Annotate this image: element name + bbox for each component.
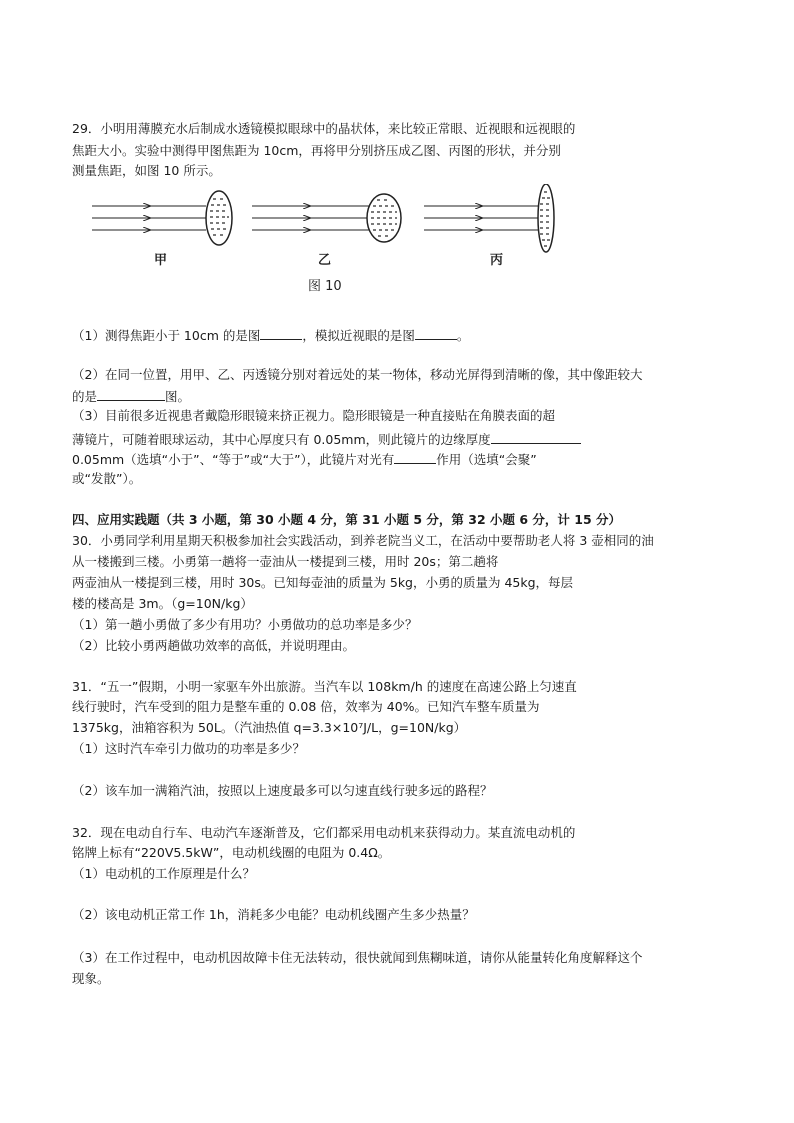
q29-part-1-text-c: 。 — [456, 328, 470, 343]
q29-answer-blank-1[interactable] — [260, 326, 302, 340]
q29-answer-blank-3[interactable] — [97, 387, 165, 401]
label-bing: 丙 — [490, 253, 504, 268]
q29-part-1 — [72, 326, 469, 344]
label-jia: 甲 — [154, 253, 168, 268]
q29-line-1: 29．小明用薄膜充水后制成水透镜模拟眼球中的晶状体，来比较正常眼、近视眼和远视眼的 — [72, 121, 576, 136]
q30-line-2: 从一楼搬到三楼。小勇第一趟将一壶油从一楼提到三楼，用时 20s；第二趟将 — [72, 554, 499, 569]
q30-part-2: （2）比较小勇两趟做功效率的高低，并说明理由。 — [72, 638, 355, 653]
q29-answer-blank-5[interactable] — [394, 450, 436, 464]
q29-part-3-text-b: 0.05mm（选填“小于”、“等于”或“大于”），此镜片对光有 — [72, 452, 395, 467]
q32-line-2: 铭牌上标有“220V5.5kW”，电动机线圈的电阻为 0.4Ω。 — [72, 845, 391, 860]
q30-line-1: 30．小勇同学利用星期天积极参加社会实践活动，到养老院当义工，在活动中要帮助老人将 3 壶相同的油 — [72, 533, 654, 548]
lens-jia-diagram — [92, 191, 232, 268]
q29-part-2-text-a: 的是 — [72, 389, 98, 404]
q29-part-3-line-1: （3）目前很多近视患者戴隐形眼镜来挤正视力。隐形眼镜是一种直接贴在角膜表面的超 — [72, 408, 555, 423]
q29-answer-blank-2[interactable] — [415, 326, 457, 340]
q29-part-3-text-c: 作用（选填“会聚” — [436, 452, 537, 467]
q32-line-1: 32．现在电动自行车、电动汽车逐渐普及，它们都采用电动机来获得动力。某直流电动机的 — [72, 825, 576, 840]
q29-answer-blank-4[interactable] — [491, 430, 581, 444]
q31-line-2: 线行驶时，汽车受到的阻力是整车重的 0.08 倍，效率为 40%。已知汽车整车质量为 — [72, 699, 540, 714]
q29-part-2-line-1: （2）在同一位置，用甲、乙、丙透镜分别对着远处的某一物体，移动光屏得到清晰的像，其中像距较大 — [72, 367, 643, 382]
label-yi: 乙 — [318, 253, 332, 268]
q30-line-3: 两壶油从一楼提到三楼，用时 30s。已知每壶油的质量为 5kg，小勇的质量为 45kg，每层 — [72, 575, 574, 590]
q32-part-1: （1）电动机的工作原理是什么？ — [72, 866, 255, 881]
q29-part-2-line-2 — [72, 387, 190, 405]
q30-part-1: （1）第一趟小勇做了多少有用功？小勇做功的总功率是多少？ — [72, 617, 418, 632]
q31-part-2: （2）该车加一满箱汽油，按照以上速度最多可以匀速直线行驶多远的路程？ — [72, 783, 493, 798]
q29-part-3-text-a: 薄镜片，可随着眼球运动，其中心厚度只有 0.05mm，则此镜片的边缘厚度 — [72, 432, 491, 447]
q30-line-4: 楼的楼高是 3m。（g=10N/kg） — [72, 596, 253, 611]
lens-yi-diagram — [252, 194, 401, 268]
q29-part-1-text-b: ，模拟近视眼的是图 — [302, 328, 415, 343]
lens-bing — [538, 184, 554, 252]
q29-line-2: 焦距大小。实验中测得甲图焦距为 10cm，再将甲分别挤压成乙图、丙图的形状，并分别 — [72, 143, 561, 158]
q29-part-3-line-3 — [72, 450, 537, 468]
q29-part-1-text-a: （1）测得焦距小于 10cm 的是图 — [72, 328, 261, 343]
q31-part-1: （1）这时汽车牵引力做功的功率是多少？ — [72, 741, 305, 756]
section-4-heading: 四、应用实践题（共 3 小题，第 30 小题 4 分，第 31 小题 5 分，第 32 小题 6 分，计 15 分） — [72, 512, 622, 527]
q32-part-3-line-2: 现象。 — [72, 971, 110, 986]
q31-line-3: 1375kg，油箱容积为 50L。（汽油热值 q=3.3×10⁷J/L，g=10N/kg） — [72, 720, 467, 735]
q32-part-2: （2）该电动机正常工作 1h，消耗多少电能？电动机线圈产生多少热量？ — [72, 907, 475, 922]
lens-bing-diagram — [424, 184, 554, 268]
figure-10 — [80, 184, 560, 294]
q29-part-3-line-2 — [72, 430, 581, 448]
figure-caption: 图 10 — [308, 279, 342, 294]
lens-jia — [206, 191, 232, 245]
q31-line-1: 31．“五一”假期，小明一家驱车外出旅游。当汽车以 108km/h 的速度在高速公路上匀速直 — [72, 679, 577, 694]
q32-part-3-line-1: （3）在工作过程中，电动机因故障卡住无法转动，很快就闻到焦糊味道，请你从能量转化角度解释这个 — [72, 950, 643, 965]
q29-part-3-line-4: 或“发散”）。 — [72, 471, 142, 486]
q29-part-2-text-b: 图。 — [165, 389, 191, 404]
q29-line-3: 测量焦距，如图 10 所示。 — [72, 163, 221, 178]
